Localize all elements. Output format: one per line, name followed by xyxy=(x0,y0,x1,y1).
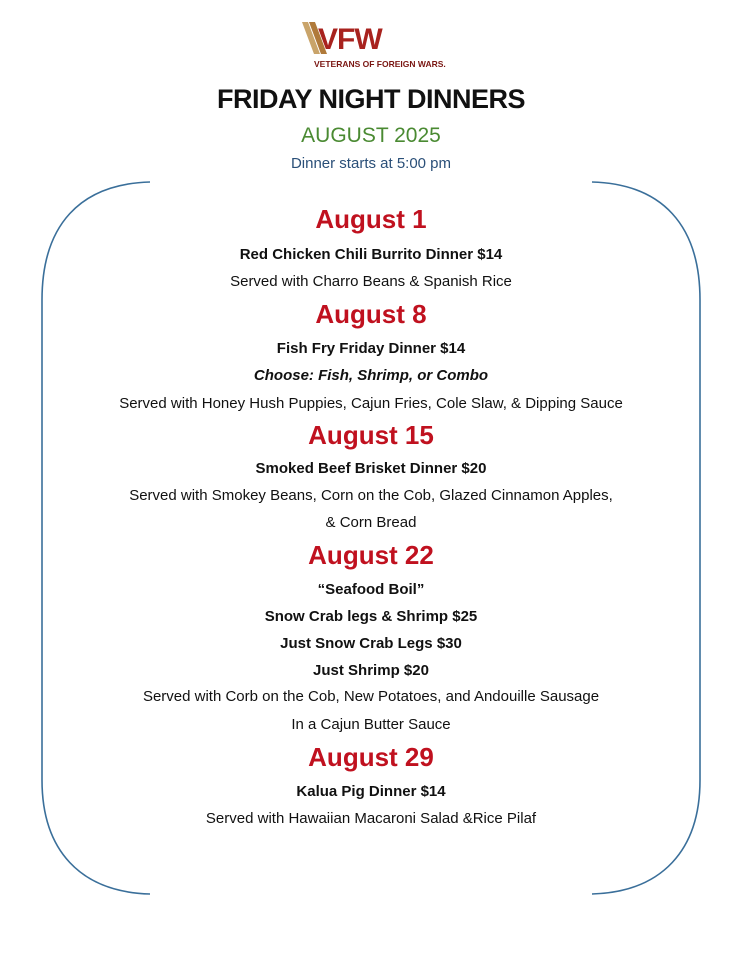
menu-option: Just Snow Crab Legs $30 xyxy=(280,635,462,652)
menu-option: Just Shrimp $20 xyxy=(313,662,429,679)
menu-item: Fish Fry Friday Dinner $14 xyxy=(276,340,466,357)
date-heading: August 29 xyxy=(308,742,434,772)
start-time: Dinner starts at 5:00 pm xyxy=(290,155,452,172)
menu-item: Red Chicken Chili Burrito Dinner $14 xyxy=(239,246,503,263)
menu-item: Kalua Pig Dinner $14 xyxy=(296,783,446,800)
date-heading: August 15 xyxy=(308,420,434,450)
date-heading: August 8 xyxy=(315,299,427,329)
menu-description: Served with Hawaiian Macaroni Salad &Rice Pilaf xyxy=(205,810,537,827)
logo-text: VFW xyxy=(318,23,382,56)
page-title: FRIDAY NIGHT DINNERS xyxy=(216,84,526,114)
menu-description: Served with Honey Hush Puppies, Cajun Fries, Cole Slaw, & Dipping Sauce xyxy=(119,395,623,412)
date-heading: August 22 xyxy=(308,540,434,570)
logo-subtitle: VETERANS OF FOREIGN WARS. xyxy=(314,59,446,69)
date-heading: August 1 xyxy=(315,204,427,234)
menu-description: Served with Smokey Beans, Corn on the Cob, Glazed Cinnamon Apples, xyxy=(129,487,613,504)
menu-item: “Seafood Boil” xyxy=(317,581,425,598)
menu-description-cont: In a Cajun Butter Sauce xyxy=(291,716,451,733)
menu-choice: Choose: Fish, Shrimp, or Combo xyxy=(253,367,489,384)
menu-option: Snow Crab legs & Shrimp $25 xyxy=(264,608,478,625)
menu-description-cont: & Corn Bread xyxy=(325,514,417,531)
menu-description: Served with Corb on the Cob, New Potatoes, and Andouille Sausage xyxy=(142,688,600,705)
menu-description: Served with Charro Beans & Spanish Rice xyxy=(230,273,512,290)
month-heading: AUGUST 2025 xyxy=(301,124,441,147)
menu-item: Smoked Beef Brisket Dinner $20 xyxy=(255,460,487,477)
